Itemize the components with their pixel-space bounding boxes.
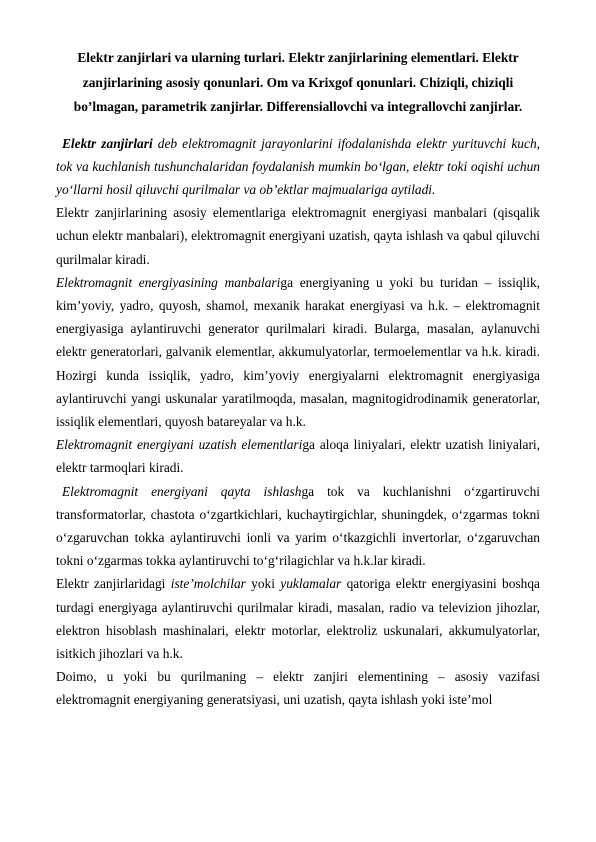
consumers-text-b: yoki [245, 576, 281, 592]
paragraph-consumers [56, 572, 540, 665]
paragraph-processing [56, 480, 540, 573]
paragraph-energy-sources [56, 271, 540, 433]
document-body [56, 132, 540, 712]
definition-text: deb elektromagnit jarayonlarini ifodalanishda elektr yurituvchi kuch, tok va kuchlanish tushunchalaridan foydalanish mumkin bo‘lgan, elektr toki oqishi uchun yo‘llarni hosil qiluvchi qurilmalar va ob’ektlar majmualariga aytiladi. [56, 135, 540, 197]
processing-text: ga tok va kuchlanishni o‘zgartiruvchi transformatorlar, chastota o‘zgartkichlari, kuchaytirgichlar, shuningdek, o‘zgarmas tokni o‘zgaruvchan tokka aylantiruvchi ionli va yarim o‘tkazgichli invertorlar, o‘zgaruvchan tokni o‘zgarmas tokka aylantiruvchi to‘g‘rilagichlar va h.k.lar kiradi. [56, 483, 541, 569]
term-energy-sources: Elektromagnit energiyasining manbalari [56, 274, 281, 290]
consumers-text-c: qatoriga elektr energiyasini boshqa turdagi energiyaga aylantiruvchi qurilmalar kiradi, masalan, radio va televizion jihozlar, elektron hisoblash mashinalari, elektr motorlar, elektroliz uskunalari, akkumulyatorlar, isitkich jihozlari va h.k. [56, 576, 540, 661]
term-consumers: iste’molchilar [170, 576, 246, 592]
energy-sources-text: ga energiyaning u yoki bu turidan – issiqlik, kim’yoviy, yadro, quyosh, shamol, mexanik harakat energiyasi va h.k. – elektromagnit energiyasiga aylantiruvchi generator qurilmalari kiradi. Bularga, masalan, aylanuvchi elektr generatorlari, galvanik elementlar, akkumulyatorlar, termoelementlar va h.k. kiradi. Hozirgi kunda issiqlik, yadro, kim’yoviy energiyalarni elektromagnit energiyasiga aylantiruvchi yangi uskunalar yaratilmoqda, masalan, magnitogidrodinamik generatorlar, issiqlik elementlari, quyosh batareyalar va h.k. [56, 274, 540, 429]
paragraph-main-elements: Elektr zanjirlarining asosiy elementlariga elektromagnit energiyasi manbalari (qisqalik uchun elektr manbalari), elektromagnit energiyani uzatish, qayta ishlash va qabul qiluvchi qurilmalar kiradi. [56, 205, 540, 267]
paragraph-transmission [56, 433, 540, 479]
term-processing: Elektromagnit energiyani qayta ishlash [62, 483, 302, 499]
paragraph-purpose: Doimo, u yoki bu qurilmaning – elektr zanjiri elementining – asosiy vazifasi elektromagnit energiyaning generatsiyasi, uni uzatish, qayta ishlash yoki iste’mol [56, 669, 540, 708]
term-transmission: Elektromagnit energiyani uzatish elementlari [56, 437, 303, 453]
term-loads: yuklamalar [280, 576, 342, 592]
term-elektr-zanjirlari: Elektr zanjirlari [62, 135, 153, 151]
document-page [56, 46, 540, 712]
document-title: Elektr zanjirlari va ularning turlari. Elektr zanjirlarining elementlari. Elektr zanjirlarining asosiy qonunlari. Om va Krixgof qonunlari. Chiziqli, chiziqli bo’lmagan, parametrik zanjirlar. Differensiallovchi va integrallovchi zanjirlar. [73, 50, 523, 114]
consumers-text-a: Elektr zanjirlaridagi [56, 576, 171, 592]
transmission-text: ga aloqa liniyalari, elektr uzatish liniyalari, elektr tarmoqlari kiradi. [56, 437, 540, 476]
paragraph-definition [56, 132, 540, 202]
